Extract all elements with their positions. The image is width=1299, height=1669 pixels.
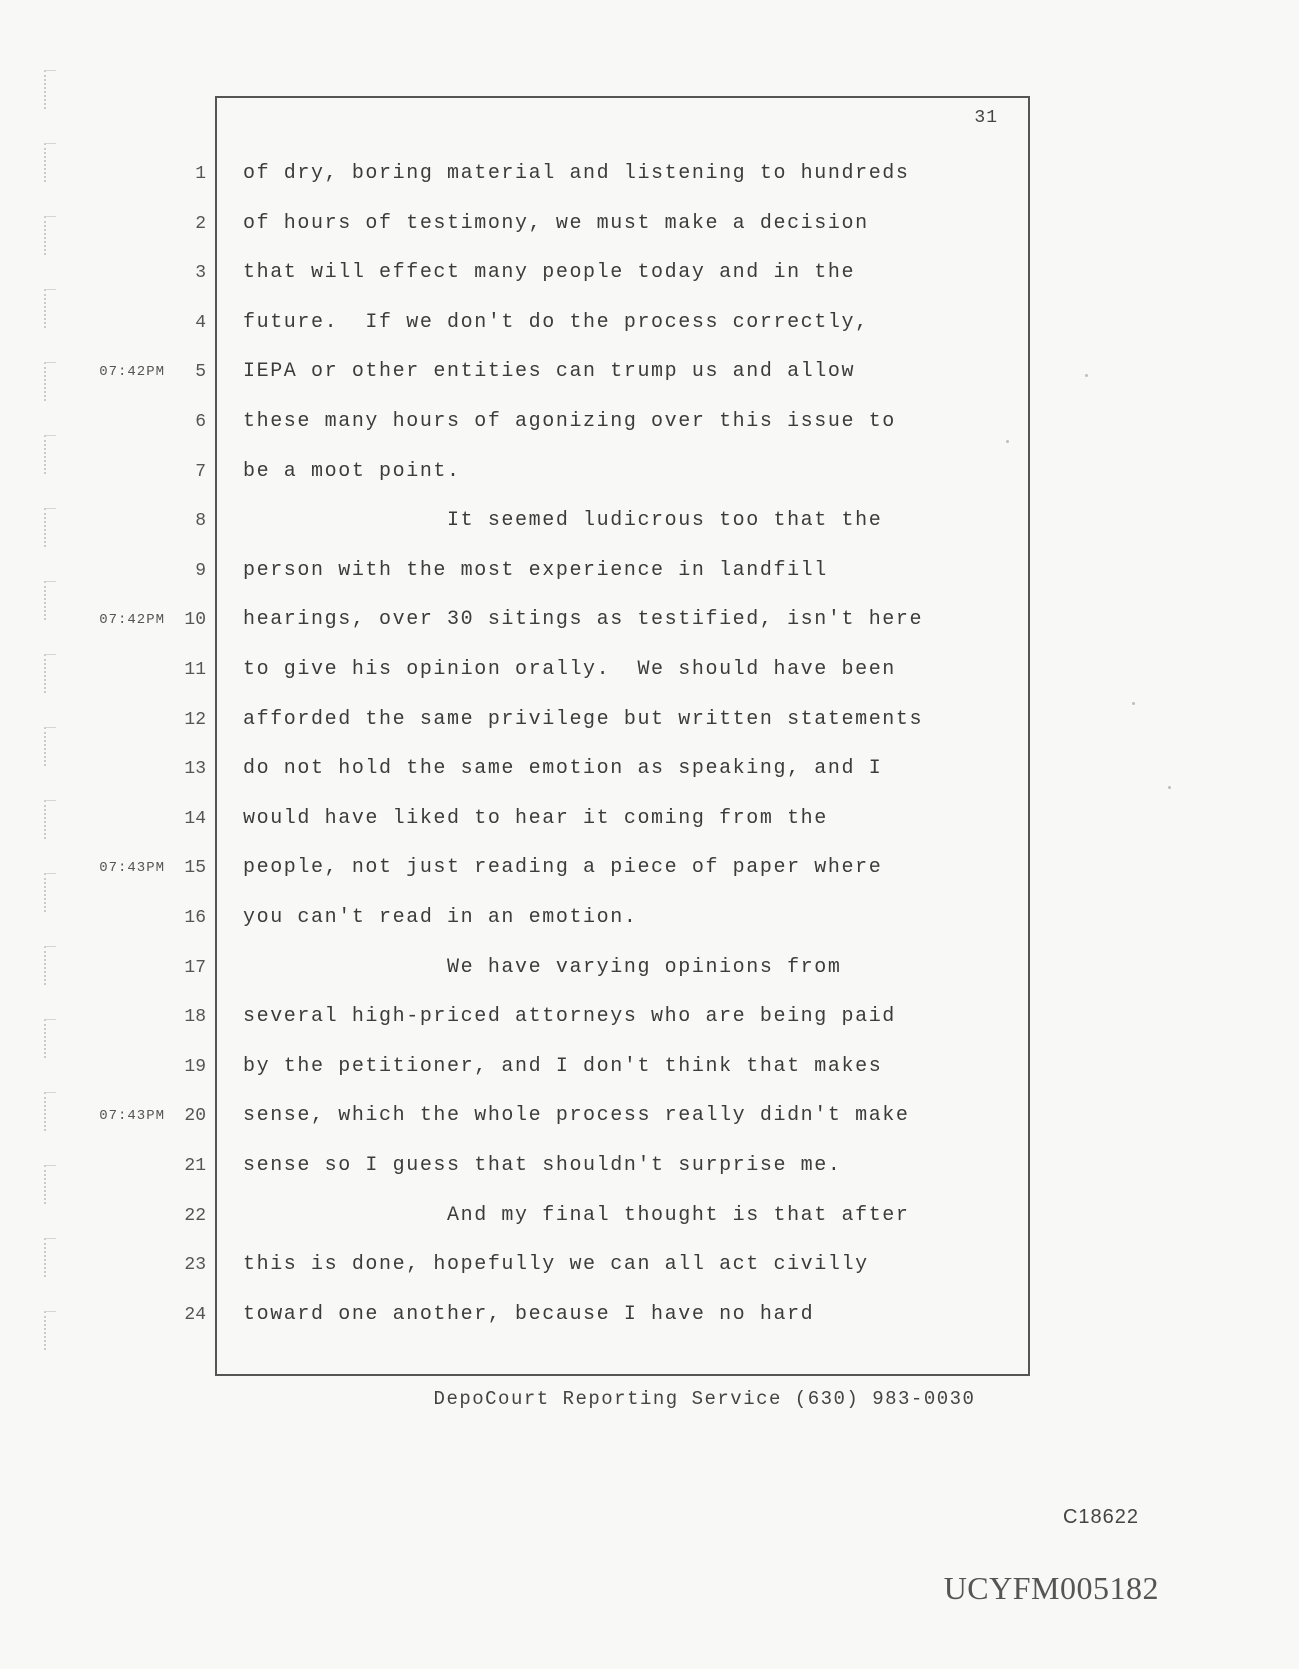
line-number: 14	[184, 809, 206, 829]
line-number: 7	[195, 462, 206, 482]
line-number: 1	[195, 164, 206, 184]
line-text: person with the most experience in landfill	[243, 559, 828, 582]
binding-mark	[44, 727, 56, 766]
line-number: 4	[195, 313, 206, 333]
line-text: And my final thought is that after	[243, 1204, 910, 1227]
binding-mark	[44, 435, 56, 474]
line-text: this is done, hopefully we can all act civilly	[243, 1253, 869, 1276]
line-text: be a moot point.	[243, 460, 461, 483]
line-text: you can't read in an emotion.	[243, 906, 638, 929]
line-number: 5	[195, 362, 206, 382]
transcript-frame	[215, 96, 1030, 1376]
binding-mark	[44, 289, 56, 328]
line-text: hearings, over 30 sitings as testified, isn't here	[243, 608, 924, 631]
line-number: 10	[184, 610, 206, 630]
binding-mark	[44, 1238, 56, 1277]
binding-mark	[44, 873, 56, 912]
line-number: 3	[195, 263, 206, 283]
line-text: these many hours of agonizing over this issue to	[243, 410, 896, 433]
page-number: 31	[974, 108, 998, 128]
line-number: 11	[184, 660, 206, 680]
binding-mark	[44, 1019, 56, 1058]
line-timestamp: 07:42PM	[99, 364, 165, 380]
line-text: people, not just reading a piece of paper where	[243, 856, 883, 879]
line-text: future. If we don't do the process correctly,	[243, 311, 869, 334]
line-text: by the petitioner, and I don't think that makes	[243, 1055, 883, 1078]
line-number: 19	[184, 1057, 206, 1077]
scan-speck	[1132, 702, 1135, 705]
line-text: IEPA or other entities can trump us and allow	[243, 360, 856, 383]
binding-mark	[44, 1311, 56, 1350]
line-number: 21	[184, 1156, 206, 1176]
binding-mark	[44, 1165, 56, 1204]
line-text: of hours of testimony, we must make a decision	[243, 212, 869, 235]
line-timestamp: 07:43PM	[99, 860, 165, 876]
line-text: sense, which the whole process really didn't make	[243, 1104, 910, 1127]
line-number: 23	[184, 1255, 206, 1275]
scan-speck	[1006, 440, 1009, 443]
line-text: to give his opinion orally. We should have been	[243, 658, 896, 681]
control-number: C18622	[1062, 1506, 1139, 1528]
binding-hole-marks	[40, 70, 66, 1490]
line-number: 16	[184, 908, 206, 928]
line-number: 13	[184, 759, 206, 779]
reporting-service-footer: DepoCourt Reporting Service (630) 983-0030	[433, 1388, 976, 1410]
line-number: 24	[184, 1305, 206, 1325]
line-text: toward one another, because I have no hard	[243, 1303, 815, 1326]
line-number: 17	[184, 958, 206, 978]
line-number: 20	[184, 1106, 206, 1126]
binding-mark	[44, 143, 56, 182]
line-number: 12	[184, 710, 206, 730]
scan-speck	[1168, 786, 1171, 789]
line-number: 8	[195, 511, 206, 531]
binding-mark	[44, 1092, 56, 1131]
line-timestamp: 07:43PM	[99, 1108, 165, 1124]
line-text: several high-priced attorneys who are being paid	[243, 1005, 896, 1028]
binding-mark	[44, 946, 56, 985]
line-text: We have varying opinions from	[243, 956, 842, 979]
line-text: do not hold the same emotion as speaking, and I	[243, 757, 883, 780]
line-number: 6	[195, 412, 206, 432]
binding-mark	[44, 70, 56, 109]
binding-mark	[44, 800, 56, 839]
scan-speck	[1085, 374, 1088, 377]
line-text: sense so I guess that shouldn't surprise me.	[243, 1154, 842, 1177]
line-number: 9	[195, 561, 206, 581]
binding-mark	[44, 362, 56, 401]
line-text: would have liked to hear it coming from the	[243, 807, 828, 830]
binding-mark	[44, 508, 56, 547]
line-number: 15	[184, 858, 206, 878]
line-text: It seemed ludicrous too that the	[243, 509, 883, 532]
bates-number: UCYFM005182	[943, 1570, 1159, 1606]
line-number: 22	[184, 1206, 206, 1226]
line-number: 18	[184, 1007, 206, 1027]
line-number: 2	[195, 214, 206, 234]
binding-mark	[44, 216, 56, 255]
line-text: afforded the same privilege but written statements	[243, 708, 924, 731]
binding-mark	[44, 654, 56, 693]
line-timestamp: 07:42PM	[99, 612, 165, 628]
binding-mark	[44, 581, 56, 620]
line-text: of dry, boring material and listening to hundreds	[243, 162, 910, 185]
line-text: that will effect many people today and in the	[243, 261, 856, 284]
